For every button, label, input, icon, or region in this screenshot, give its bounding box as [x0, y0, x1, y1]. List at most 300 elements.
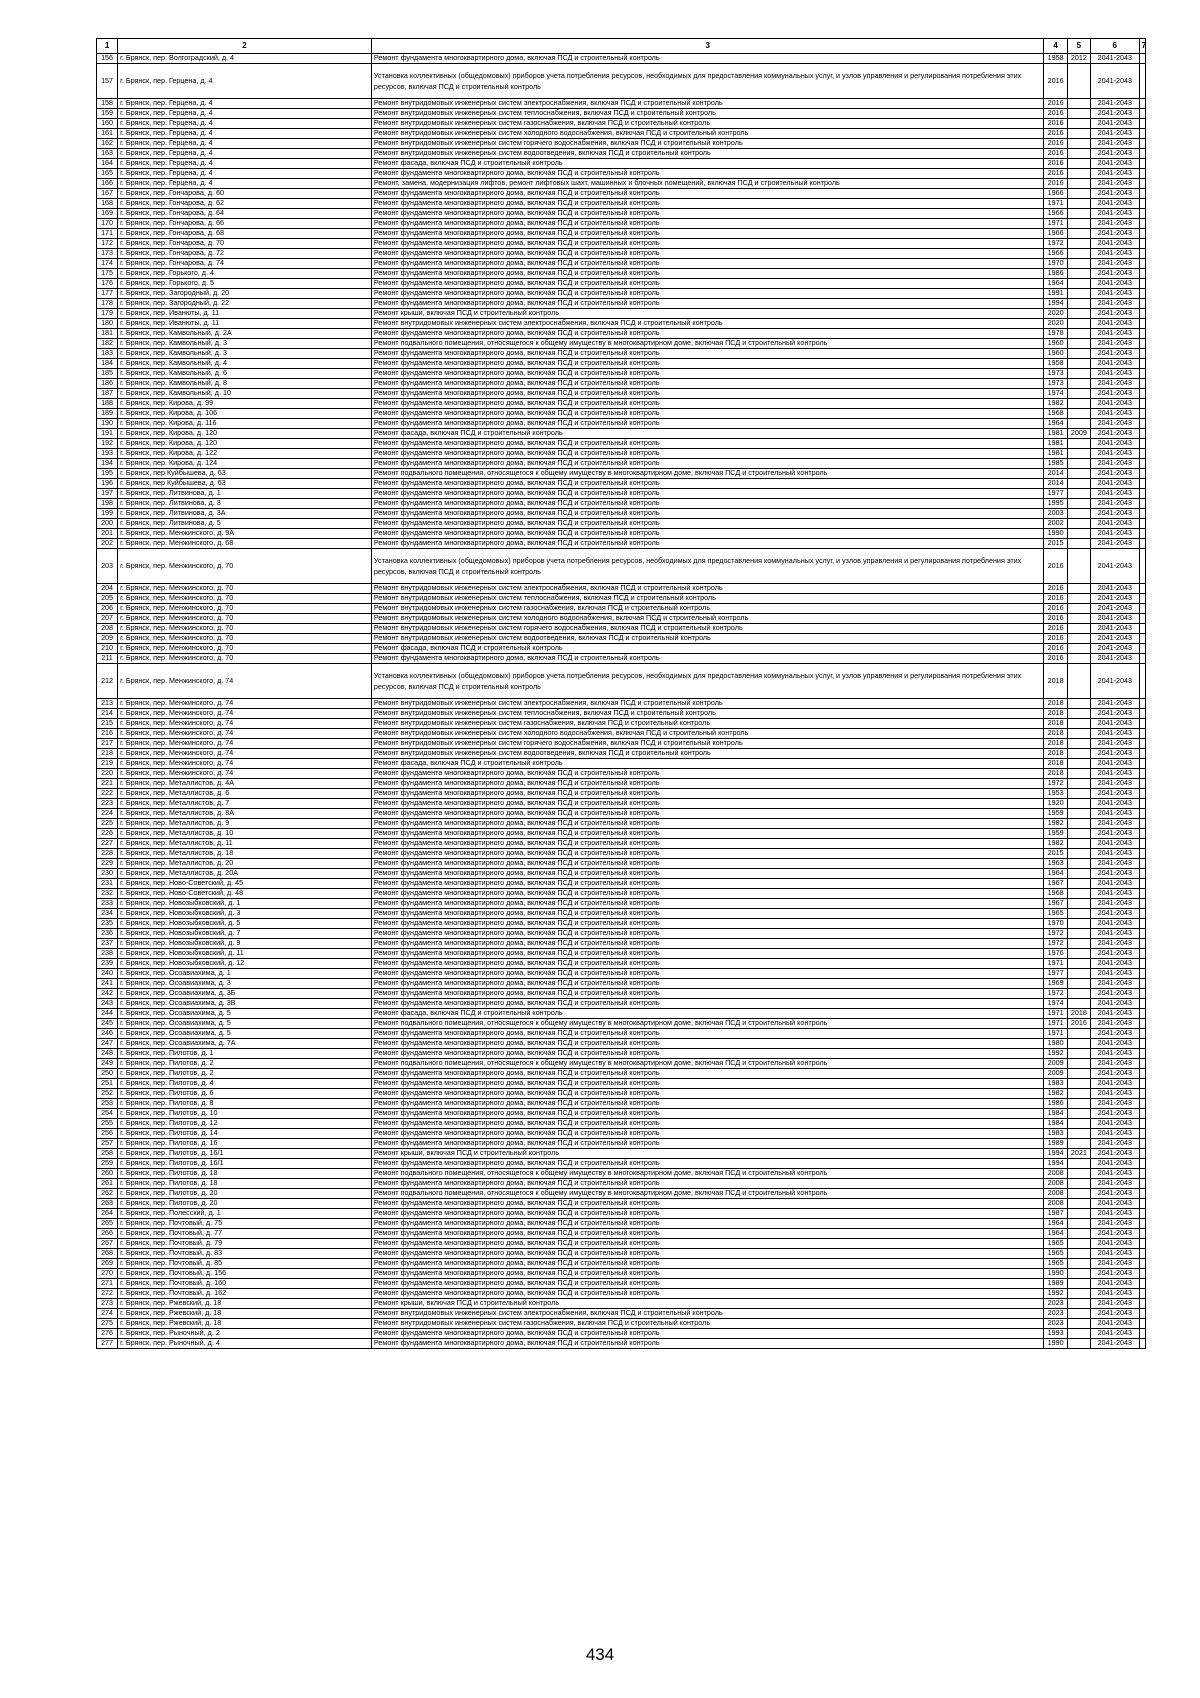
last-repair-year-cell [1067, 1089, 1090, 1099]
build-year-cell: 1972 [1044, 939, 1067, 949]
work-type-cell: Установка коллективных (общедомовых) приборов учета потребления ресурсов, необходимых для предоставления коммунальных услуг, и узлов управления и регулирования потребления этих ресурсов, включая ПСД и строительный контроль [371, 549, 1044, 584]
address-cell: г. Брянск, пер. Новозыбковский, д. 7 [118, 929, 372, 939]
last-repair-year-cell [1067, 189, 1090, 199]
build-year-cell: 1959 [1044, 829, 1067, 839]
address-cell: г. Брянск, пер. Кирова, д. 124 [118, 459, 372, 469]
last-repair-year-cell [1067, 624, 1090, 634]
build-year-cell: 2016 [1044, 634, 1067, 644]
row-number-cell: 169 [97, 209, 118, 219]
last-repair-year-cell [1067, 279, 1090, 289]
empty-col-7-cell [1139, 99, 1145, 109]
table-row [97, 1089, 1146, 1099]
planned-period-cell: 2041-2043 [1090, 729, 1139, 739]
row-number-cell: 172 [97, 239, 118, 249]
row-number-cell: 247 [97, 1039, 118, 1049]
address-cell: г. Брянск, пер. Литвинова, д. 3А [118, 509, 372, 519]
work-type-cell: Ремонт фасада, включая ПСД и строительный контроль [371, 159, 1044, 169]
last-repair-year-cell [1067, 529, 1090, 539]
work-type-cell: Ремонт фундамента многоквартирного дома, включая ПСД и строительный контроль [371, 859, 1044, 869]
last-repair-year-cell [1067, 799, 1090, 809]
work-type-cell: Ремонт фундамента многоквартирного дома, включая ПСД и строительный контроль [371, 1049, 1044, 1059]
planned-period-cell: 2041-2043 [1090, 299, 1139, 309]
build-year-cell: 1920 [1044, 799, 1067, 809]
row-number-cell: 167 [97, 189, 118, 199]
work-type-cell: Ремонт внутридомовых инженерных систем электроснабжения, включая ПСД и строительный контроль [371, 584, 1044, 594]
table-row [97, 64, 1146, 99]
address-cell: г. Брянск, пер. Осоавиахима, д. 5 [118, 1009, 372, 1019]
address-cell: г. Брянск, пер. Менжинского, д. 70 [118, 654, 372, 664]
table-row [97, 1339, 1146, 1349]
table-row [97, 1059, 1146, 1069]
table-row [97, 289, 1146, 299]
empty-col-7-cell [1139, 1209, 1145, 1219]
empty-col-7-cell [1139, 839, 1145, 849]
empty-col-7-cell [1139, 1249, 1145, 1259]
address-cell: г. Брянск, пер. Новозыбковский, д. 5 [118, 919, 372, 929]
build-year-cell: 2008 [1044, 1179, 1067, 1189]
build-year-cell: 1976 [1044, 949, 1067, 959]
build-year-cell: 1994 [1044, 299, 1067, 309]
planned-period-cell: 2041-2043 [1090, 279, 1139, 289]
row-number-cell: 215 [97, 719, 118, 729]
build-year-cell: 1989 [1044, 1279, 1067, 1289]
empty-col-7-cell [1139, 1279, 1145, 1289]
table-row [97, 369, 1146, 379]
address-cell: г. Брянск, пер. Металлистов, д. 18 [118, 849, 372, 859]
table-row [97, 1039, 1146, 1049]
table-row [97, 1119, 1146, 1129]
empty-col-7-cell [1139, 64, 1145, 99]
row-number-cell: 157 [97, 64, 118, 99]
empty-col-7-cell [1139, 664, 1145, 699]
last-repair-year-cell [1067, 819, 1090, 829]
build-year-cell: 1982 [1044, 399, 1067, 409]
last-repair-year-cell [1067, 594, 1090, 604]
work-type-cell: Ремонт фасада, включая ПСД и строительный контроль [371, 429, 1044, 439]
work-type-cell: Ремонт фундамента многоквартирного дома, включая ПСД и строительный контроль [371, 489, 1044, 499]
build-year-cell: 1991 [1044, 289, 1067, 299]
row-number-cell: 158 [97, 99, 118, 109]
address-cell: г. Брянск, пер. Горького, д. 5 [118, 279, 372, 289]
build-year-cell: 1965 [1044, 1259, 1067, 1269]
table-row [97, 1179, 1146, 1189]
planned-period-cell: 2041-2043 [1090, 1279, 1139, 1289]
empty-col-7-cell [1139, 1319, 1145, 1329]
build-year-cell: 2016 [1044, 584, 1067, 594]
address-cell: г. Брянск, пер. Менжинского, д. 68 [118, 539, 372, 549]
empty-col-7-cell [1139, 1119, 1145, 1129]
work-type-cell: Ремонт фундамента многоквартирного дома, включая ПСД и строительный контроль [371, 779, 1044, 789]
table-row [97, 309, 1146, 319]
address-cell: г. Брянск, пер. Камвольный, д. 4 [118, 359, 372, 369]
planned-period-cell: 2041-2043 [1090, 799, 1139, 809]
row-number-cell: 181 [97, 329, 118, 339]
planned-period-cell: 2041-2043 [1090, 459, 1139, 469]
table-row [97, 1239, 1146, 1249]
last-repair-year-cell [1067, 859, 1090, 869]
row-number-cell: 193 [97, 449, 118, 459]
table-row [97, 399, 1146, 409]
table-row [97, 644, 1146, 654]
build-year-cell: 1953 [1044, 789, 1067, 799]
address-cell: г. Брянск, пер. Пилотов, д. 14 [118, 1129, 372, 1139]
build-year-cell: 1986 [1044, 1099, 1067, 1109]
address-cell: г. Брянск, пер. Ржевский, д. 18 [118, 1299, 372, 1309]
last-repair-year-cell [1067, 509, 1090, 519]
register-sheet [96, 38, 1146, 1349]
work-type-cell: Ремонт фундамента многоквартирного дома, включая ПСД и строительный контроль [371, 999, 1044, 1009]
row-number-cell: 179 [97, 309, 118, 319]
row-number-cell: 241 [97, 979, 118, 989]
build-year-cell: 2008 [1044, 1189, 1067, 1199]
empty-col-7-cell [1139, 624, 1145, 634]
last-repair-year-cell [1067, 249, 1090, 259]
planned-period-cell: 2041-2043 [1090, 239, 1139, 249]
address-cell: г. Брянск, пер. Менжинского, д. 70 [118, 644, 372, 654]
build-year-cell: 2016 [1044, 119, 1067, 129]
last-repair-year-cell [1067, 359, 1090, 369]
address-cell: г. Брянск, пер. Менжинского, д. 70 [118, 634, 372, 644]
empty-col-7-cell [1139, 1089, 1145, 1099]
planned-period-cell: 2041-2043 [1090, 829, 1139, 839]
empty-col-7-cell [1139, 469, 1145, 479]
build-year-cell: 2018 [1044, 664, 1067, 699]
work-type-cell: Ремонт фундамента многоквартирного дома, включая ПСД и строительный контроль [371, 269, 1044, 279]
row-number-cell: 273 [97, 1299, 118, 1309]
work-type-cell: Ремонт фундамента многоквартирного дома, включая ПСД и строительный контроль [371, 1159, 1044, 1169]
build-year-cell: 1994 [1044, 1149, 1067, 1159]
table-row [97, 379, 1146, 389]
work-type-cell: Ремонт внутридомовых инженерных систем холодного водоснабжения, включая ПСД и строительный контроль [371, 129, 1044, 139]
empty-col-7-cell [1139, 739, 1145, 749]
build-year-cell: 2008 [1044, 1169, 1067, 1179]
last-repair-year-cell [1067, 829, 1090, 839]
build-year-cell: 1972 [1044, 989, 1067, 999]
table-row [97, 169, 1146, 179]
table-row [97, 719, 1146, 729]
table-row [97, 729, 1146, 739]
row-number-cell: 238 [97, 949, 118, 959]
empty-col-7-cell [1139, 349, 1145, 359]
row-number-cell: 220 [97, 769, 118, 779]
table-row [97, 664, 1146, 699]
table-row [97, 1289, 1146, 1299]
planned-period-cell: 2041-2043 [1090, 329, 1139, 339]
row-number-cell: 170 [97, 219, 118, 229]
table-row [97, 139, 1146, 149]
table-row [97, 819, 1146, 829]
empty-col-7-cell [1139, 769, 1145, 779]
empty-col-7-cell [1139, 1109, 1145, 1119]
table-row [97, 449, 1146, 459]
planned-period-cell: 2041-2043 [1090, 1229, 1139, 1239]
row-number-cell: 184 [97, 359, 118, 369]
address-cell: г. Брянск, пер. Металлистов, д. 9 [118, 819, 372, 829]
build-year-cell: 1964 [1044, 1229, 1067, 1239]
row-number-cell: 252 [97, 1089, 118, 1099]
planned-period-cell: 2041-2043 [1090, 989, 1139, 999]
header-col-6: 6 [1090, 39, 1139, 54]
table-row [97, 709, 1146, 719]
empty-col-7-cell [1139, 1199, 1145, 1209]
table-row [97, 109, 1146, 119]
row-number-cell: 254 [97, 1109, 118, 1119]
build-year-cell: 1981 [1044, 439, 1067, 449]
planned-period-cell: 2041-2043 [1090, 939, 1139, 949]
address-cell: г. Брянск, пер. Металлистов, д. 10 [118, 829, 372, 839]
work-type-cell: Ремонт фундамента многоквартирного дома, включая ПСД и строительный контроль [371, 1179, 1044, 1189]
address-cell: г. Брянск, пер. Камвольный, д. 6 [118, 369, 372, 379]
last-repair-year-cell [1067, 409, 1090, 419]
address-cell: г. Брянск, пер. Менжинского, д. 70 [118, 624, 372, 634]
last-repair-year-cell [1067, 1199, 1090, 1209]
work-type-cell: Ремонт фундамента многоквартирного дома, включая ПСД и строительный контроль [371, 449, 1044, 459]
work-type-cell: Ремонт фундамента многоквартирного дома, включая ПСД и строительный контроль [371, 1229, 1044, 1239]
last-repair-year-cell [1067, 889, 1090, 899]
empty-col-7-cell [1139, 329, 1145, 339]
build-year-cell: 2018 [1044, 769, 1067, 779]
work-type-cell: Ремонт фундамента многоквартирного дома, включая ПСД и строительный контроль [371, 1079, 1044, 1089]
table-row [97, 539, 1146, 549]
planned-period-cell: 2041-2043 [1090, 64, 1139, 99]
build-year-cell: 1972 [1044, 239, 1067, 249]
row-number-cell: 276 [97, 1329, 118, 1339]
table-row [97, 349, 1146, 359]
row-number-cell: 261 [97, 1179, 118, 1189]
row-number-cell: 162 [97, 139, 118, 149]
planned-period-cell: 2041-2043 [1090, 1199, 1139, 1209]
planned-period-cell: 2041-2043 [1090, 849, 1139, 859]
last-repair-year-cell: 2012 [1067, 54, 1090, 64]
work-type-cell: Ремонт крыши, включая ПСД и строительный контроль [371, 1299, 1044, 1309]
table-row [97, 279, 1146, 289]
work-type-cell: Ремонт фундамента многоквартирного дома, включая ПСД и строительный контроль [371, 54, 1044, 64]
build-year-cell: 2018 [1044, 719, 1067, 729]
table-row [97, 429, 1146, 439]
address-cell: г. Брянск, пер. Менжинского, д. 70 [118, 604, 372, 614]
table-row [97, 889, 1146, 899]
build-year-cell: 1964 [1044, 279, 1067, 289]
address-cell: г. Брянск, пер. Пилотов, д. 20 [118, 1199, 372, 1209]
empty-col-7-cell [1139, 439, 1145, 449]
work-type-cell: Ремонт фундамента многоквартирного дома, включая ПСД и строительный контроль [371, 1069, 1044, 1079]
address-cell: г. Брянск, пер. Камвольный, д. 10 [118, 389, 372, 399]
last-repair-year-cell [1067, 809, 1090, 819]
planned-period-cell: 2041-2043 [1090, 1269, 1139, 1279]
planned-period-cell: 2041-2043 [1090, 339, 1139, 349]
build-year-cell: 2020 [1044, 319, 1067, 329]
row-number-cell: 185 [97, 369, 118, 379]
last-repair-year-cell [1067, 604, 1090, 614]
planned-period-cell: 2041-2043 [1090, 509, 1139, 519]
planned-period-cell: 2041-2043 [1090, 779, 1139, 789]
build-year-cell: 2016 [1044, 139, 1067, 149]
table-row [97, 989, 1146, 999]
work-type-cell: Ремонт фундамента многоквартирного дома, включая ПСД и строительный контроль [371, 829, 1044, 839]
planned-period-cell: 2041-2043 [1090, 419, 1139, 429]
build-year-cell: 1983 [1044, 1129, 1067, 1139]
planned-period-cell: 2041-2043 [1090, 109, 1139, 119]
build-year-cell: 1967 [1044, 899, 1067, 909]
last-repair-year-cell [1067, 1179, 1090, 1189]
address-cell: г. Брянск, пер. Новозыбковский, д. 11 [118, 949, 372, 959]
row-number-cell: 274 [97, 1309, 118, 1319]
last-repair-year-cell [1067, 1169, 1090, 1179]
last-repair-year-cell [1067, 99, 1090, 109]
empty-col-7-cell [1139, 1039, 1145, 1049]
last-repair-year-cell [1067, 239, 1090, 249]
row-number-cell: 211 [97, 654, 118, 664]
planned-period-cell: 2041-2043 [1090, 399, 1139, 409]
planned-period-cell: 2041-2043 [1090, 789, 1139, 799]
address-cell: г. Брянск, пер. Пилотов, д. 16/1 [118, 1149, 372, 1159]
address-cell: г. Брянск, пер. Герцена, д. 4 [118, 179, 372, 189]
row-number-cell: 255 [97, 1119, 118, 1129]
empty-col-7-cell [1139, 1139, 1145, 1149]
table-row [97, 259, 1146, 269]
empty-col-7-cell [1139, 169, 1145, 179]
address-cell: г. Брянск, пер. Менжинского, д. 70 [118, 614, 372, 624]
last-repair-year-cell [1067, 309, 1090, 319]
work-type-cell: Ремонт фундамента многоквартирного дома, включая ПСД и строительный контроль [371, 899, 1044, 909]
last-repair-year-cell [1067, 339, 1090, 349]
address-cell: г. Брянск, пер. Новозыбковский, д. 1 [118, 899, 372, 909]
row-number-cell: 264 [97, 1209, 118, 1219]
work-type-cell: Ремонт фундамента многоквартирного дома, включая ПСД и строительный контроль [371, 1199, 1044, 1209]
row-number-cell: 192 [97, 439, 118, 449]
address-cell: г. Брянск, пер. Рыночный, д. 2 [118, 1329, 372, 1339]
last-repair-year-cell [1067, 1309, 1090, 1319]
address-cell: г. Брянск, пер. Новозыбковский, д. 3 [118, 909, 372, 919]
empty-col-7-cell [1139, 119, 1145, 129]
planned-period-cell: 2041-2043 [1090, 549, 1139, 584]
last-repair-year-cell [1067, 1039, 1090, 1049]
row-number-cell: 206 [97, 604, 118, 614]
work-type-cell: Ремонт внутридомовых инженерных систем газоснабжения, включая ПСД и строительный контроль [371, 1319, 1044, 1329]
last-repair-year-cell [1067, 349, 1090, 359]
row-number-cell: 228 [97, 849, 118, 859]
work-type-cell: Ремонт фундамента многоквартирного дома, включая ПСД и строительный контроль [371, 329, 1044, 339]
address-cell: г. Брянск, пер. Пилотов, д. 10 [118, 1109, 372, 1119]
empty-col-7-cell [1139, 1059, 1145, 1069]
last-repair-year-cell [1067, 109, 1090, 119]
address-cell: г. Брянск, пер. Новозыбковский, д. 12 [118, 959, 372, 969]
planned-period-cell: 2041-2043 [1090, 594, 1139, 604]
empty-col-7-cell [1139, 1269, 1145, 1279]
table-row [97, 1099, 1146, 1109]
planned-period-cell: 2041-2043 [1090, 209, 1139, 219]
row-number-cell: 231 [97, 879, 118, 889]
row-number-cell: 210 [97, 644, 118, 654]
planned-period-cell: 2041-2043 [1090, 909, 1139, 919]
planned-period-cell: 2041-2043 [1090, 1109, 1139, 1119]
empty-col-7-cell [1139, 779, 1145, 789]
empty-col-7-cell [1139, 249, 1145, 259]
build-year-cell: 2016 [1044, 549, 1067, 584]
address-cell: г. Брянск, пер. Загородный, д. 20 [118, 289, 372, 299]
repair-register-table [96, 38, 1146, 1349]
row-number-cell: 277 [97, 1339, 118, 1349]
address-cell: г. Брянск, пер. Металлистов, д. 6 [118, 789, 372, 799]
work-type-cell: Ремонт фундамента многоквартирного дома, включая ПСД и строительный контроль [371, 969, 1044, 979]
build-year-cell: 1986 [1044, 269, 1067, 279]
table-row [97, 1249, 1146, 1259]
build-year-cell: 2002 [1044, 519, 1067, 529]
build-year-cell: 2014 [1044, 479, 1067, 489]
address-cell: г. Брянск, пер. Гончарова, д. 68 [118, 229, 372, 239]
build-year-cell: 1965 [1044, 1239, 1067, 1249]
work-type-cell: Ремонт внутридомовых инженерных систем теплоснабжения, включая ПСД и строительный контроль [371, 109, 1044, 119]
row-number-cell: 198 [97, 499, 118, 509]
build-year-cell: 1990 [1044, 1269, 1067, 1279]
build-year-cell: 1971 [1044, 959, 1067, 969]
work-type-cell: Ремонт внутридомовых инженерных систем теплоснабжения, включая ПСД и строительный контроль [371, 594, 1044, 604]
table-row [97, 1129, 1146, 1139]
table-row [97, 509, 1146, 519]
address-cell: г. Брянск, пер. Менжинского, д. 70 [118, 549, 372, 584]
address-cell: г. Брянск, пер. Литвинова, д. 3 [118, 499, 372, 509]
empty-col-7-cell [1139, 749, 1145, 759]
table-row [97, 249, 1146, 259]
build-year-cell: 1984 [1044, 1109, 1067, 1119]
planned-period-cell: 2041-2043 [1090, 929, 1139, 939]
address-cell: г. Брянск, пер. Ново-Советский, д. 45 [118, 879, 372, 889]
address-cell: г. Брянск, пер. Почтовый, д. 160 [118, 1279, 372, 1289]
address-cell: г. Брянск, пер. Полесский, д. 1 [118, 1209, 372, 1219]
address-cell: г. Брянск, пер. Герцена, д. 4 [118, 99, 372, 109]
last-repair-year-cell [1067, 1159, 1090, 1169]
empty-col-7-cell [1139, 644, 1145, 654]
work-type-cell: Ремонт фундамента многоквартирного дома, включая ПСД и строительный контроль [371, 479, 1044, 489]
work-type-cell: Ремонт фасада, включая ПСД и строительный контроль [371, 759, 1044, 769]
work-type-cell: Ремонт внутридомовых инженерных систем электроснабжения, включая ПСД и строительный контроль [371, 1309, 1044, 1319]
table-row [97, 1279, 1146, 1289]
work-type-cell: Ремонт внутридомовых инженерных систем газоснабжения, включая ПСД и строительный контроль [371, 119, 1044, 129]
planned-period-cell: 2041-2043 [1090, 709, 1139, 719]
work-type-cell: Ремонт фундамента многоквартирного дома, включая ПСД и строительный контроль [371, 1129, 1044, 1139]
table-row [97, 1229, 1146, 1239]
work-type-cell: Ремонт внутридомовых инженерных систем холодного водоснабжения, включая ПСД и строительный контроль [371, 729, 1044, 739]
row-number-cell: 163 [97, 149, 118, 159]
work-type-cell: Ремонт фундамента многоквартирного дома, включая ПСД и строительный контроль [371, 169, 1044, 179]
last-repair-year-cell [1067, 379, 1090, 389]
last-repair-year-cell [1067, 1229, 1090, 1239]
last-repair-year-cell [1067, 779, 1090, 789]
build-year-cell: 2008 [1044, 1199, 1067, 1209]
address-cell: г. Брянск, пер. Почтовый, д. 75 [118, 1219, 372, 1229]
row-number-cell: 260 [97, 1169, 118, 1179]
last-repair-year-cell [1067, 469, 1090, 479]
address-cell: г. Брянск, пер. Пилотов, д. 18 [118, 1169, 372, 1179]
work-type-cell: Ремонт фундамента многоквартирного дома, включая ПСД и строительный контроль [371, 989, 1044, 999]
row-number-cell: 217 [97, 739, 118, 749]
row-number-cell: 213 [97, 699, 118, 709]
build-year-cell: 1965 [1044, 909, 1067, 919]
empty-col-7-cell [1139, 309, 1145, 319]
row-number-cell: 209 [97, 634, 118, 644]
table-row [97, 339, 1146, 349]
planned-period-cell: 2041-2043 [1090, 1169, 1139, 1179]
last-repair-year-cell [1067, 369, 1090, 379]
empty-col-7-cell [1139, 539, 1145, 549]
empty-col-7-cell [1139, 54, 1145, 64]
planned-period-cell: 2041-2043 [1090, 1069, 1139, 1079]
table-row [97, 489, 1146, 499]
row-number-cell: 159 [97, 109, 118, 119]
address-cell: г. Брянск, пер. Гончарова, д. 66 [118, 219, 372, 229]
table-row [97, 749, 1146, 759]
last-repair-year-cell [1067, 869, 1090, 879]
